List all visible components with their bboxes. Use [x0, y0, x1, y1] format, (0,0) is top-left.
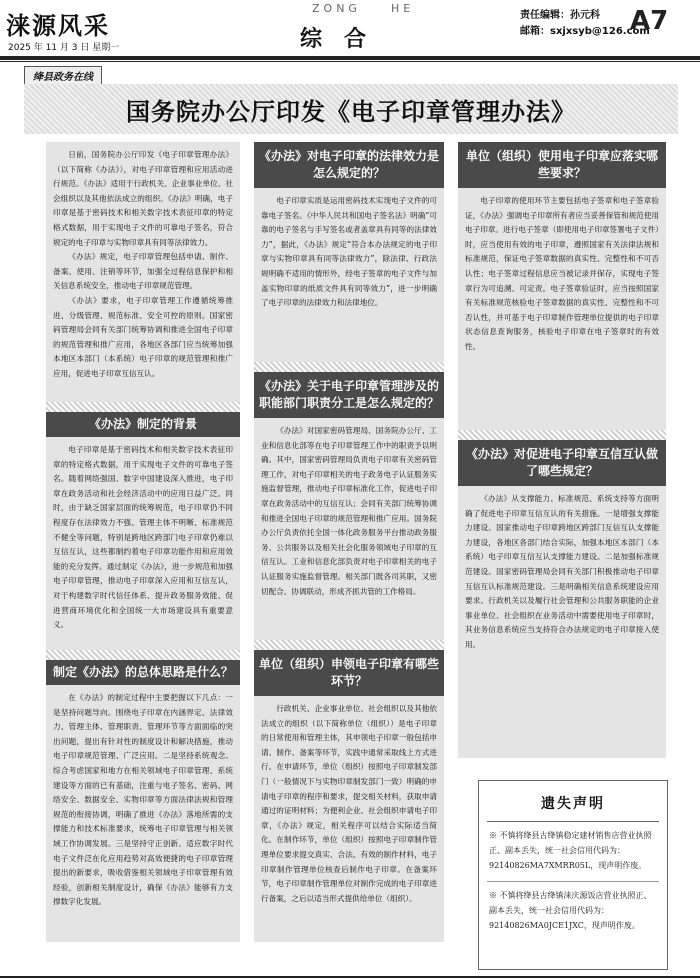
section-heading: 《办法》对促进电子印章互信互认做了哪些规定？	[458, 440, 666, 486]
divider-stripes	[254, 640, 444, 650]
paragraph: 电子印章实质是运用密码技术实现电子文件的可靠电子签名。《中华人民共和国电子签名法》明确“可靠的电子签名与手写签名或者盖章具有同等的法律效力”，据此，《办法》规定“符合本办法规定的电子印章与实物印章具有同等法律效力”，除法律、行政法规明确不适用的情形外，经电子签章的电子文件与加盖实物印章的纸质文件具有同等效力”，进一步明确了电子印章的法律效力和法律地位。	[261, 196, 437, 308]
paragraph: 行政机关、企业事业单位、社会组织以及其他依法成立的组织（以下简称单位（组织））是电子印章的日常使用和管理主体，其申领电子印章一般包括申请、制作、备案等环节，实践中通常采取线上方式进行。在申请环节，单位（组织）按照电子印章制发部门（一般情况下与实物印章制发部门一致）明确的申请电子印章的程序和要求，提交相关材料，获取申请通过的证明材料；为便利企业、社会组织申请电子印章，《办法》规定，相关程序可以结合实际适当简化。在制作环节，单位（组织）按照电子印章制作管理单位要求提交真实、合法、有效的制作材料，电子印章制作管理单位核查后制作电子印章。在备案环节，电子印章制作管理单位对制作完成的电子印章进行备案，之后以适当形式提供给单位（组织）。	[261, 704, 437, 903]
paragraph: 电子印章的使用环节主要包括电子签章和电子签章验证，《办法》强调电子印章所有者应当妥善保管和规范使用电子印章。进行电子签章（即使用电子印章签署电子文件）时，应当使用有效的电子印章，遵照国家有关法律法规和标准规范，保证电子签章数据的真实性、完整性和不可否认性；电子签章过程信息应当被记录并保存，实现电子签章行为可追溯、可定责。电子签章验证时，应当按照国家有关标准规范核验电子签章数据的真实性、完整性和不可否认性，并可基于电子印章制作管理单位提供的电子印章状态信息查询服务，核验电子印章在电子签章时的有效性。	[465, 196, 659, 351]
notice-item: ※ 不慎将绛县古绛镇稳定建材销售店营业执照正、副本丢失，统一社会信用代码为：92140826MA7XMRR05L，现声明作废。	[489, 831, 652, 870]
issue-date: 2025 年 11 月 3 日 星期一	[8, 43, 120, 53]
column-2	[254, 142, 444, 942]
paragraph: 《办法》从支撑能力、标准规范、系统支持等方面明确了促进电子印章互信互认的有关措施。一是增强支撑能力建设。国家推动电子印章跨地区跨部门互信互认支撑能力建设，各地区各部门结合实际，加强本地区本部门（本系统）电子印章互信互认支撑能力建设。二是加强标准规范建设。国家密码管理局会同有关部门积极推动电子印章互信互认标准规范建设。三是明确相关信息系统建设应用要求。行政机关以及履行社会管理和公共服务职能的企业事业单位、社会组织在业务活动中需要使用电子印章时，其业务信息系统应当支持符合办法规定的电子印章接入使用。	[465, 494, 659, 649]
headline-band	[24, 84, 678, 134]
section-heading: 单位（组织）使用电子印章应落实哪些要求？	[458, 142, 666, 188]
divider-stripes	[46, 402, 240, 412]
section-box	[46, 412, 240, 650]
divider-stripes	[254, 362, 444, 372]
section-box	[458, 142, 666, 430]
lost-notice	[478, 780, 668, 970]
column-1	[46, 142, 240, 942]
section-heading: 制定《办法》的总体思路是什么？	[46, 660, 240, 685]
bottom-rule	[0, 976, 700, 978]
section-body	[458, 486, 666, 659]
main-headline: 国务院办公厅印发《电子印章管理办法》	[126, 97, 576, 126]
section-body	[254, 696, 444, 912]
paragraph: 《办法》对国家密码管理局、国务院办公厅、工业和信息化部等在电子印章管理工作中的职责予以明确。其中，国家密码管理局负责电子印章有关密码管理工作，对电子印章相关的电子政务电子认证服务实施监督管理，推动电子印章标准化工作，促进电子印章在政务活动中的互信互认；会同有关部门统筹协调和推进全国电子印章的规范管理和推广应用。国务院办公厅负责依托全国一体化政务服务平台推动政务服务、公共服务以及相关社会化服务领域电子印章的互信互认。工业和信息化部负责对电子印章相关的电子认证服务实施监督管理。相关部门既各司其职，又密切配合、协调联动，形成齐抓共管的工作格局。	[261, 426, 437, 596]
section-heading: 《办法》制定的背景	[46, 412, 240, 437]
section-body	[46, 437, 240, 639]
page-code: A7	[630, 6, 669, 36]
section-body	[254, 188, 444, 317]
section-heading: 单位（组织）申领电子印章有哪些环节？	[254, 650, 444, 696]
paragraph: 在《办法》的制定过程中主要把握以下几点：一是坚持问题导向。围绕电子印章在内涵界定、法律效力、管理主体、管理职责、管理环节等方面面临的突出问题，提出有针对性的制度设计和解决措施，推动电子印章规范管理、广泛应用。二是坚持系统观念。综合考虑国家和地方在相关领域电子印章管理、系统建设等方面的已有基础，注重与电子签名、密码、网络安全、数据安全、实物印章等方面法律法规和管理规范的衔接协调，明确了推进《办法》落地所需的支撑能力和技术标准要求，统筹电子印章管理与相关领域工作协调发展。三是坚持守正创新。适应数字时代电子文件泛在化应用趋势对高效便捷的电子印章管理提出的新要求，吸收借鉴相关领域电子印章管理有效经验，创新相关制度设计，确保《办法》能够有力支撑数字化发展。	[53, 693, 233, 907]
masthead-rule	[0, 56, 700, 60]
section-box	[254, 372, 444, 640]
notice-item: ※ 不慎将绛县古绛镇涞庆源饭店营业执照正、副本丢失，统一社会信用代码为：92140826MA0JCE1JXC，现声明作废。	[489, 891, 652, 930]
intro-text	[46, 142, 240, 388]
notice-title: 遗失声明	[541, 796, 605, 812]
newspaper-brand: 涞源风采	[6, 11, 110, 40]
divider-stripes	[46, 650, 240, 660]
pinyin-left: ZONG	[312, 2, 361, 15]
section-heading: 《办法》关于电子印章管理涉及的职能部门职责分工是怎么规定的？	[254, 372, 444, 418]
section-box	[46, 660, 240, 942]
masthead	[0, 0, 700, 56]
section-box	[254, 650, 444, 942]
section-box	[458, 440, 666, 758]
paragraph: 电子印章是基于密码技术和相关数字技术表征印章的特定格式数据，用于实现电子文件的可靠电子签名。随着网络强国、数字中国建设深入推进，电子印章在政务活动和社会经济活动中的应用日益广泛。同时，由于缺乏国家层面的统筹规范，电子印章仍不同程度存在法律效力不强、管理主体不明晰、标准规范不健全等问题，特别是跨地区跨部门电子印章仍难以互信互认，这些都制约着电子印章功能作用和应用效能的充分发挥。通过制定《办法》，进一步规范和加强电子印章管理，推动电子印章深入应用和互信互认，对于构建数字时代信任体系、提升政务服务效能、促进营商环境优化和全国统一大市场建设具有重要意义。	[53, 445, 233, 630]
column-tag: 绛县政务在线	[24, 66, 102, 85]
pinyin-right: HE	[390, 2, 415, 15]
section-body	[254, 418, 444, 605]
paragraph: 《办法》要求，电子印章管理工作遵循统筹推进、分级管理、规范标准、安全可控的原则。国家密码管理局会同有关部门统筹协调和推进全国电子印章的规范管理和推广应用，各地区各部门应当统筹加强本地区本部门（本系统）电子印章的规范管理和推广应用，促进电子印章互信互认。	[53, 295, 233, 378]
divider-stripes	[458, 430, 666, 440]
masthead-rule-thin	[0, 61, 700, 62]
section-box	[254, 142, 444, 362]
section-heading: 《办法》对电子印章的法律效力是怎么规定的？	[254, 142, 444, 188]
editor-email: 邮箱：sxjxsyb@126.com	[520, 26, 650, 37]
section-name: 综合	[300, 26, 389, 52]
paragraph: 《办法》规定，电子印章管理包括申请、制作、备案、使用、注销等环节，加强全过程信息保护和相关信息系统安全，推动电子印章规范管理。	[53, 252, 233, 291]
section-pinyin	[312, 2, 444, 15]
intro-box	[46, 142, 240, 402]
section-body	[458, 188, 666, 361]
paragraph: 日前，国务院办公厅印发《电子印章管理办法》（以下简称《办法》），对电子印章管理和应用活动进行规范。《办法》适用于行政机关、企业事业单位、社会组织以及其他依法成立的组织。《办法》明确，电子印章是基于密码技术和相关数字技术表征印章的特定格式数据，用于实现电子文件的可靠电子签名，符合规定的电子印章与实物印章具有同等法律效力。	[53, 150, 233, 247]
editor-name: 责任编辑：孙元科	[520, 10, 600, 21]
section-body	[46, 685, 240, 916]
